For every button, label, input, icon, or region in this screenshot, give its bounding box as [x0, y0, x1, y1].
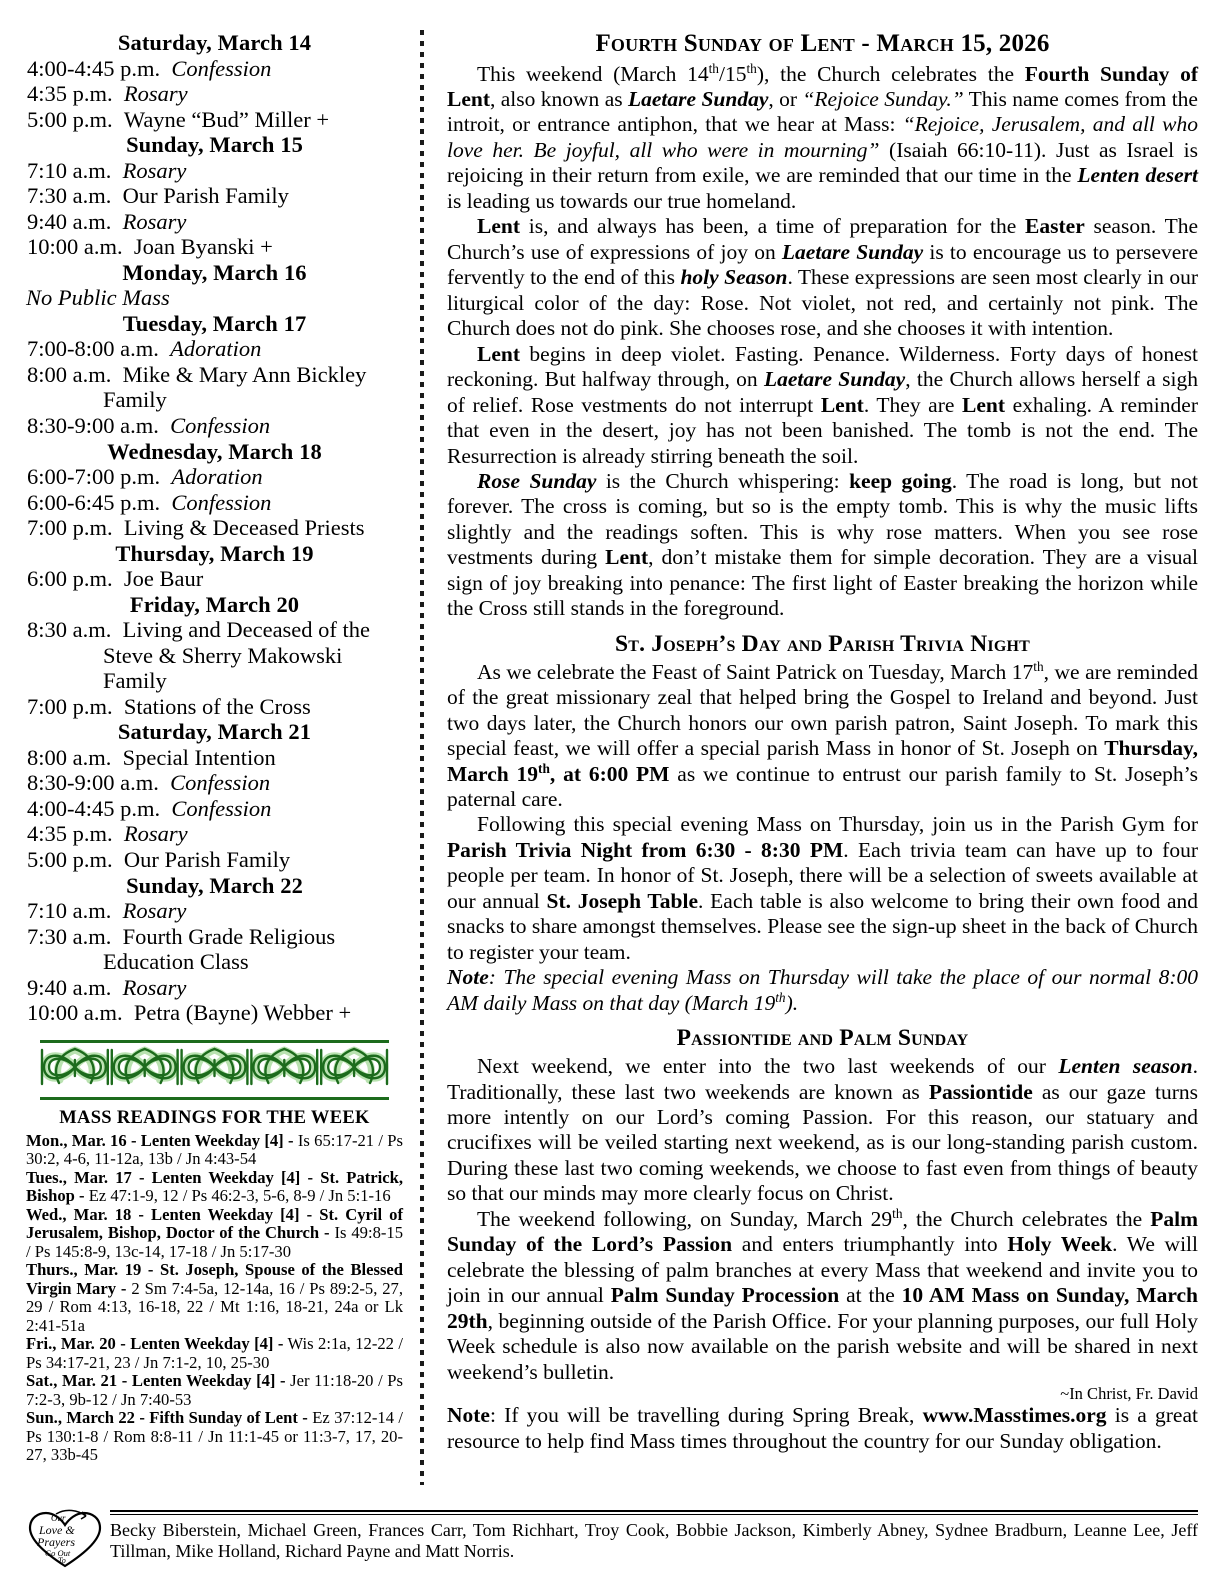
- schedule-entry-intention: Petra (Bayne) Webber +: [133, 1000, 352, 1026]
- mass-reading-label: Sun., March 22 - Fifth Sunday of Lent -: [26, 1408, 308, 1428]
- schedule-entry-time: 10:00 a.m.: [27, 1000, 134, 1026]
- schedule-day-heading: Sunday, March 22: [126, 872, 303, 898]
- schedule-entry-intention: Living & Deceased Priests: [123, 515, 365, 541]
- schedule-entry-time: 4:00-4:45 p.m.: [27, 795, 172, 821]
- schedule-entry: [26, 1000, 403, 1026]
- schedule-entry-intention: Mike & Mary Ann Bickley: [122, 361, 367, 387]
- schedule-entry-intention: Confession: [170, 412, 271, 438]
- passiontide-paragraph: The weekend following, on Sunday, March 29th, the Church celebrates the Palm Sunday of the Lord’s Passion and enters triumphantly into Holy Week. We will celebrate the blessing of palm branches at every Mass that weekend and invite you to join in our annual Palm Sunday Procession at the 10 AM Mass on Sunday, March 29th, beginning outside of the Parish Office. For your planning purposes, our full Holy Week schedule is also now available on the parish website and will be shared in next weekend’s bulletin.: [447, 1205, 1199, 1384]
- schedule-entry: [26, 107, 403, 133]
- schedule-day-heading: Thursday, March 19: [115, 540, 314, 566]
- column-separator: [411, 30, 433, 1485]
- schedule-entry: [26, 490, 403, 516]
- schedule-entry: [26, 745, 403, 771]
- celtic-knot-band: [40, 1040, 389, 1100]
- schedule-entry: [26, 694, 403, 720]
- mass-reading-refs: Wis 2:1a, 12-22 / Ps 34:17-21, 23 / Jn 7:1-2, 10, 25-30: [26, 1334, 403, 1372]
- prayer-list-footer: [26, 1510, 1198, 1570]
- article-paragraph: Rose Sunday is the Church whispering: keep going. The road is long, but not forever. The cross is coming, but so is the empty tomb. This is why the music lifts slightly and the readings soften. This is why rose matters. When you see rose vestments during Lent, don’t mistake them for simple decoration. They are a visual sign of joy breaking into penance: The first light of Easter breaking the horizon while the Cross still stands in the foreground.: [447, 469, 1198, 621]
- schedule-entry-intention-cont: Education Class: [103, 949, 249, 975]
- schedule-entry: [26, 566, 403, 592]
- schedule-entry-intention: Confession: [171, 795, 272, 821]
- schedule-entry-time: 6:00-6:45 p.m.: [27, 489, 172, 515]
- schedule-entry: [26, 362, 403, 413]
- mass-reading-refs: Ez 47:1-9, 12 / Ps 46:2-3, 5-6, 8-9 / Jn 5:1-16: [84, 1186, 391, 1206]
- schedule-entry-intention-cont: Steve & Sherry Makowski Family: [103, 642, 343, 694]
- schedule-entry-time: 4:35 p.m.: [27, 81, 124, 107]
- svg-text:Love &: Love &: [39, 1523, 75, 1537]
- schedule-entry: [26, 209, 403, 235]
- schedule-entry: [26, 413, 403, 439]
- schedule-day-heading: Tuesday, March 17: [122, 310, 307, 336]
- footer-text-block: [104, 1510, 1198, 1562]
- prayer-names-list: Becky Biberstein, Michael Green, Frances Carr, Tom Richhart, Troy Cook, Bobbie Jackson, Kimberly Abney, Sydnee Bradburn, Leanne Lee, Jeff Tillman, Mike Holland, Richard Payne and Matt Norris.: [110, 1520, 1198, 1561]
- heart-logo-icon: [26, 1508, 104, 1570]
- schedule-entry-time: 7:30 a.m.: [27, 923, 123, 949]
- schedule-entry-intention: Adoration: [170, 336, 262, 362]
- schedule-entry-time: 5:00 p.m.: [27, 847, 124, 872]
- schedule-entry: [26, 336, 403, 362]
- schedule-no-mass: No Public Mass: [26, 285, 170, 311]
- article-paragraph: Lent begins in deep violet. Fasting. Penance. Wilderness. Forty days of honest reckoning. But halfway through, on Laetare Sunday, the Church allows herself a sigh of relief. Rose vestments do not interrupt Lent. They are Lent exhaling. A reminder that even in the desert, joy has not been banished. The tomb is not the end. The Resurrection is already stirring beneath the soil.: [447, 341, 1198, 468]
- schedule-entry-intention: Our Parish Family: [123, 847, 291, 872]
- schedule-entry-time: 4:35 p.m.: [27, 821, 124, 847]
- section-body-passiontide: [447, 1054, 1198, 1385]
- right-column: [433, 30, 1198, 1454]
- schedule-entry-intention: Fourth Grade Religious: [122, 923, 336, 949]
- section-title-passiontide: Passiontide and Palm Sunday: [676, 1025, 969, 1052]
- mass-reading-item: [26, 1261, 403, 1335]
- schedule-entry-intention: Special Intention: [122, 744, 276, 770]
- schedule-entry-time: 7:10 a.m.: [27, 157, 123, 183]
- schedule-entry-time: 7:30 a.m.: [27, 183, 123, 209]
- schedule-entry: [26, 821, 403, 847]
- mass-reading-refs: Is 49:8-15 / Ps 145:8-9, 13c-14, 17-18 / Jn 5:17-30: [26, 1223, 403, 1261]
- left-column: [26, 30, 411, 1465]
- schedule-entry-intention: Joan Byanski +: [133, 234, 273, 260]
- schedule-entry: [26, 770, 403, 796]
- mass-reading-label: Tues., Mar. 17 - Lenten Weekday [4] - St. Patrick, Bishop -: [26, 1167, 403, 1206]
- schedule-entry: [26, 617, 403, 694]
- article-body: [447, 62, 1198, 622]
- celtic-knot-divider: [26, 1040, 403, 1100]
- schedule-entry-time: 7:00 p.m.: [27, 693, 124, 719]
- mass-readings-title: MASS READINGS FOR THE WEEK: [59, 1107, 370, 1128]
- schedule-entry-intention: Our Parish Family: [122, 183, 289, 209]
- schedule-entry: [26, 183, 403, 209]
- mass-reading-label: Thurs., Mar. 19 - St. Joseph, Spouse of the Blessed Virgin Mary -: [26, 1260, 403, 1298]
- schedule-entry-time: 8:30 a.m.: [27, 617, 123, 643]
- schedule-entry-intention: Confession: [171, 55, 272, 81]
- schedule-day-heading: Wednesday, March 18: [107, 438, 322, 464]
- section-body-st-joseph: [447, 660, 1198, 966]
- mass-readings-list: [26, 1132, 403, 1465]
- schedule-entry-time: 6:00-7:00 p.m.: [27, 464, 172, 490]
- mass-reading-item: [26, 1169, 403, 1206]
- mass-reading-item: [26, 1132, 403, 1169]
- st-joseph-paragraph: Following this special evening Mass on Thursday, join us in the Parish Gym for Parish Trivia Night from 6:30 - 8:30 PM. Each trivia team can have up to four people per team. In honor of St. Joseph, there will be a selection of sweets available at our annual St. Joseph Table. Each table is also welcome to bring their own food and snacks to share amongst themselves. Please see the sign-up sheet in the back of Church to register your team.: [447, 812, 1198, 964]
- mass-reading-item: [26, 1335, 403, 1372]
- two-column-layout: [26, 30, 1198, 1485]
- schedule-entry: [26, 975, 403, 1001]
- passiontide-paragraph: Next weekend, we enter into the two last weekends of our Lenten season. Traditionally, these last two weekends are known as Passiontide as our gaze turns more intently on our Lord’s coming Passion. For this reason, our statuary and crucifixes will be veiled starting next weekend, as is our long-standing parish custom. During these last two coming weekends, we choose to fast even from things of beauty so that our minds may more clearly focus on Christ.: [447, 1054, 1198, 1206]
- schedule-entry-intention: Adoration: [171, 464, 263, 490]
- schedule-entry-time: 7:00 p.m.: [27, 515, 124, 541]
- schedule-day-heading: Sunday, March 15: [126, 132, 303, 158]
- mass-reading-label: Wed., Mar. 18 - Lenten Weekday [4] - St. Cyril of Jerusalem, Bishop, Doctor of the Church -: [26, 1204, 403, 1243]
- schedule-entry: [26, 515, 403, 541]
- schedule-entry: [26, 81, 403, 107]
- schedule-entry: [26, 898, 403, 924]
- footer-divider-rule: [110, 1510, 1198, 1515]
- svg-text:To: To: [58, 1556, 66, 1565]
- schedule-entry: [26, 796, 403, 822]
- st-joseph-note: Note: The special evening Mass on Thursday will take the place of our normal 8:00 AM daily Mass on that day (March 19th).: [447, 965, 1198, 1015]
- schedule-entry-time: 6:00 p.m.: [27, 566, 124, 592]
- schedule-entry-time: 9:40 a.m.: [27, 974, 123, 1000]
- schedule-entry-intention: Rosary: [123, 81, 188, 107]
- schedule-entry-intention: Confession: [171, 489, 272, 515]
- schedule-entry: [26, 56, 403, 82]
- mass-reading-refs: Is 65:17-21 / Ps 30:2, 4-6, 11-12a, 13b / Jn 4:43-54: [26, 1130, 403, 1169]
- article-signature: ~In Christ, Fr. David: [1060, 1384, 1198, 1404]
- article-paragraph: Lent is, and always has been, a time of preparation for the Easter season. The Church’s use of expressions of joy on Laetare Sunday is to encourage us to persevere fervently to the end of this holy Season. These expressions are seen most clearly in our liturgical color of the day: Rose. Not violet, not red, and certainly not pink. The Church does not do pink. She chooses rose, and she chooses it with intention.: [447, 214, 1199, 341]
- section-title-st-joseph: St. Joseph’s Day and Parish Trivia Night: [614, 630, 1030, 657]
- schedule-day-heading: Saturday, March 21: [117, 719, 312, 745]
- celtic-knot-icon: [40, 1046, 389, 1088]
- schedule-entry-time: 7:00-8:00 a.m.: [27, 336, 171, 362]
- schedule-day-heading: Friday, March 20: [129, 591, 300, 617]
- schedule-entry: [26, 924, 403, 975]
- schedule-entry-time: 4:00-4:45 p.m.: [27, 55, 172, 81]
- schedule-entry-time: 8:00 a.m.: [27, 361, 123, 387]
- schedule-entry-time: 10:00 a.m.: [27, 234, 134, 260]
- schedule-entry-intention: Joe Baur: [123, 566, 204, 592]
- mass-reading-item: [26, 1206, 403, 1262]
- schedule-entry-intention: Rosary: [123, 821, 188, 847]
- svg-text:Go Out: Go Out: [45, 1548, 71, 1558]
- schedule-entry-intention: Confession: [170, 770, 271, 796]
- article-headline: Fourth Sunday of Lent - March 15, 2026: [595, 30, 1050, 57]
- mass-reading-label: Mon., Mar. 16 - Lenten Weekday [4] -: [26, 1130, 294, 1150]
- mass-reading-refs: 2 Sm 7:4-5a, 12-14a, 16 / Ps 89:2-5, 27, 29 / Rom 4:13, 16-18, 22 / Mt 1:16, 18-21, 24a or Lk 2:41-51a: [26, 1278, 403, 1335]
- svg-text:Prayers: Prayers: [37, 1535, 75, 1549]
- schedule-entry-intention: Living and Deceased of the: [122, 617, 371, 643]
- mass-schedule: [26, 30, 403, 1026]
- schedule-day-heading: Saturday, March 14: [117, 30, 312, 55]
- masstimes-note: Note: If you will be travelling during Spring Break, www.Masstimes.org is a great resource to help find Mass times throughout the country for our Sunday obligation.: [447, 1403, 1198, 1453]
- svg-text:Our: Our: [51, 1513, 66, 1523]
- schedule-entry-intention: Rosary: [122, 974, 187, 1000]
- schedule-entry: [26, 234, 403, 260]
- schedule-entry: [26, 464, 403, 490]
- schedule-entry-time: 9:40 a.m.: [27, 208, 123, 234]
- schedule-entry-intention-cont: Family: [103, 387, 167, 413]
- schedule-entry-intention: Wayne “Bud” Miller +: [123, 106, 330, 132]
- mass-reading-label: Fri., Mar. 20 - Lenten Weekday [4] -: [26, 1334, 284, 1354]
- schedule-entry-intention: Stations of the Cross: [123, 693, 311, 719]
- schedule-entry-time: 8:30-9:00 a.m.: [27, 412, 171, 438]
- mass-reading-item: [26, 1409, 403, 1465]
- schedule-entry-intention: Rosary: [122, 898, 187, 924]
- article-paragraph: This weekend (March 14th/15th), the Church celebrates the Fourth Sunday of Lent, also known as Laetare Sunday, or “Rejoice Sunday.” This name comes from the introit, or entrance antiphon, that we hear at Mass: “Rejoice, Jerusalem, and all who love her. Be joyful, all who were in mourning” (Isaiah 66:10-11). Just as Israel is rejoicing in their return from exile, we are reminded that our time in the Lenten desert is leading us towards our true homeland.: [447, 60, 1198, 213]
- schedule-entry-intention: Rosary: [122, 208, 187, 234]
- schedule-entry-time: 8:00 a.m.: [27, 744, 123, 770]
- schedule-entry-intention: Rosary: [122, 157, 187, 183]
- mass-reading-refs: Ez 37:12-14 / Ps 130:1-8 / Rom 8:8-11 / Jn 11:1-45 or 11:3-7, 17, 20-27, 33b-45: [26, 1408, 403, 1465]
- mass-reading-item: [26, 1372, 403, 1409]
- schedule-entry-time: 8:30-9:00 a.m.: [27, 770, 171, 796]
- schedule-entry: [26, 847, 403, 873]
- schedule-day-heading: Monday, March 16: [122, 259, 307, 285]
- schedule-entry: [26, 158, 403, 184]
- schedule-entry-time: 5:00 p.m.: [27, 106, 124, 132]
- mass-reading-refs: Jer 11:18-20 / Ps 7:2-3, 9b-12 / Jn 7:40-53: [26, 1371, 403, 1409]
- love-and-prayers-logo: [26, 1508, 104, 1570]
- mass-reading-label: Sat., Mar. 21 - Lenten Weekday [4] -: [26, 1371, 286, 1391]
- st-joseph-paragraph: As we celebrate the Feast of Saint Patrick on Tuesday, March 17th, we are reminded of the great missionary zeal that helped bring the Gospel to Ireland and beyond. Just two days later, the Church honors our own parish patron, Saint Joseph. To mark this special feast, we will offer a special parish Mass in honor of St. Joseph on Thursday, March 19th, at 6:00 PM as we continue to entrust our parish family to St. Joseph’s paternal care.: [447, 658, 1198, 811]
- schedule-entry-time: 7:10 a.m.: [27, 898, 123, 924]
